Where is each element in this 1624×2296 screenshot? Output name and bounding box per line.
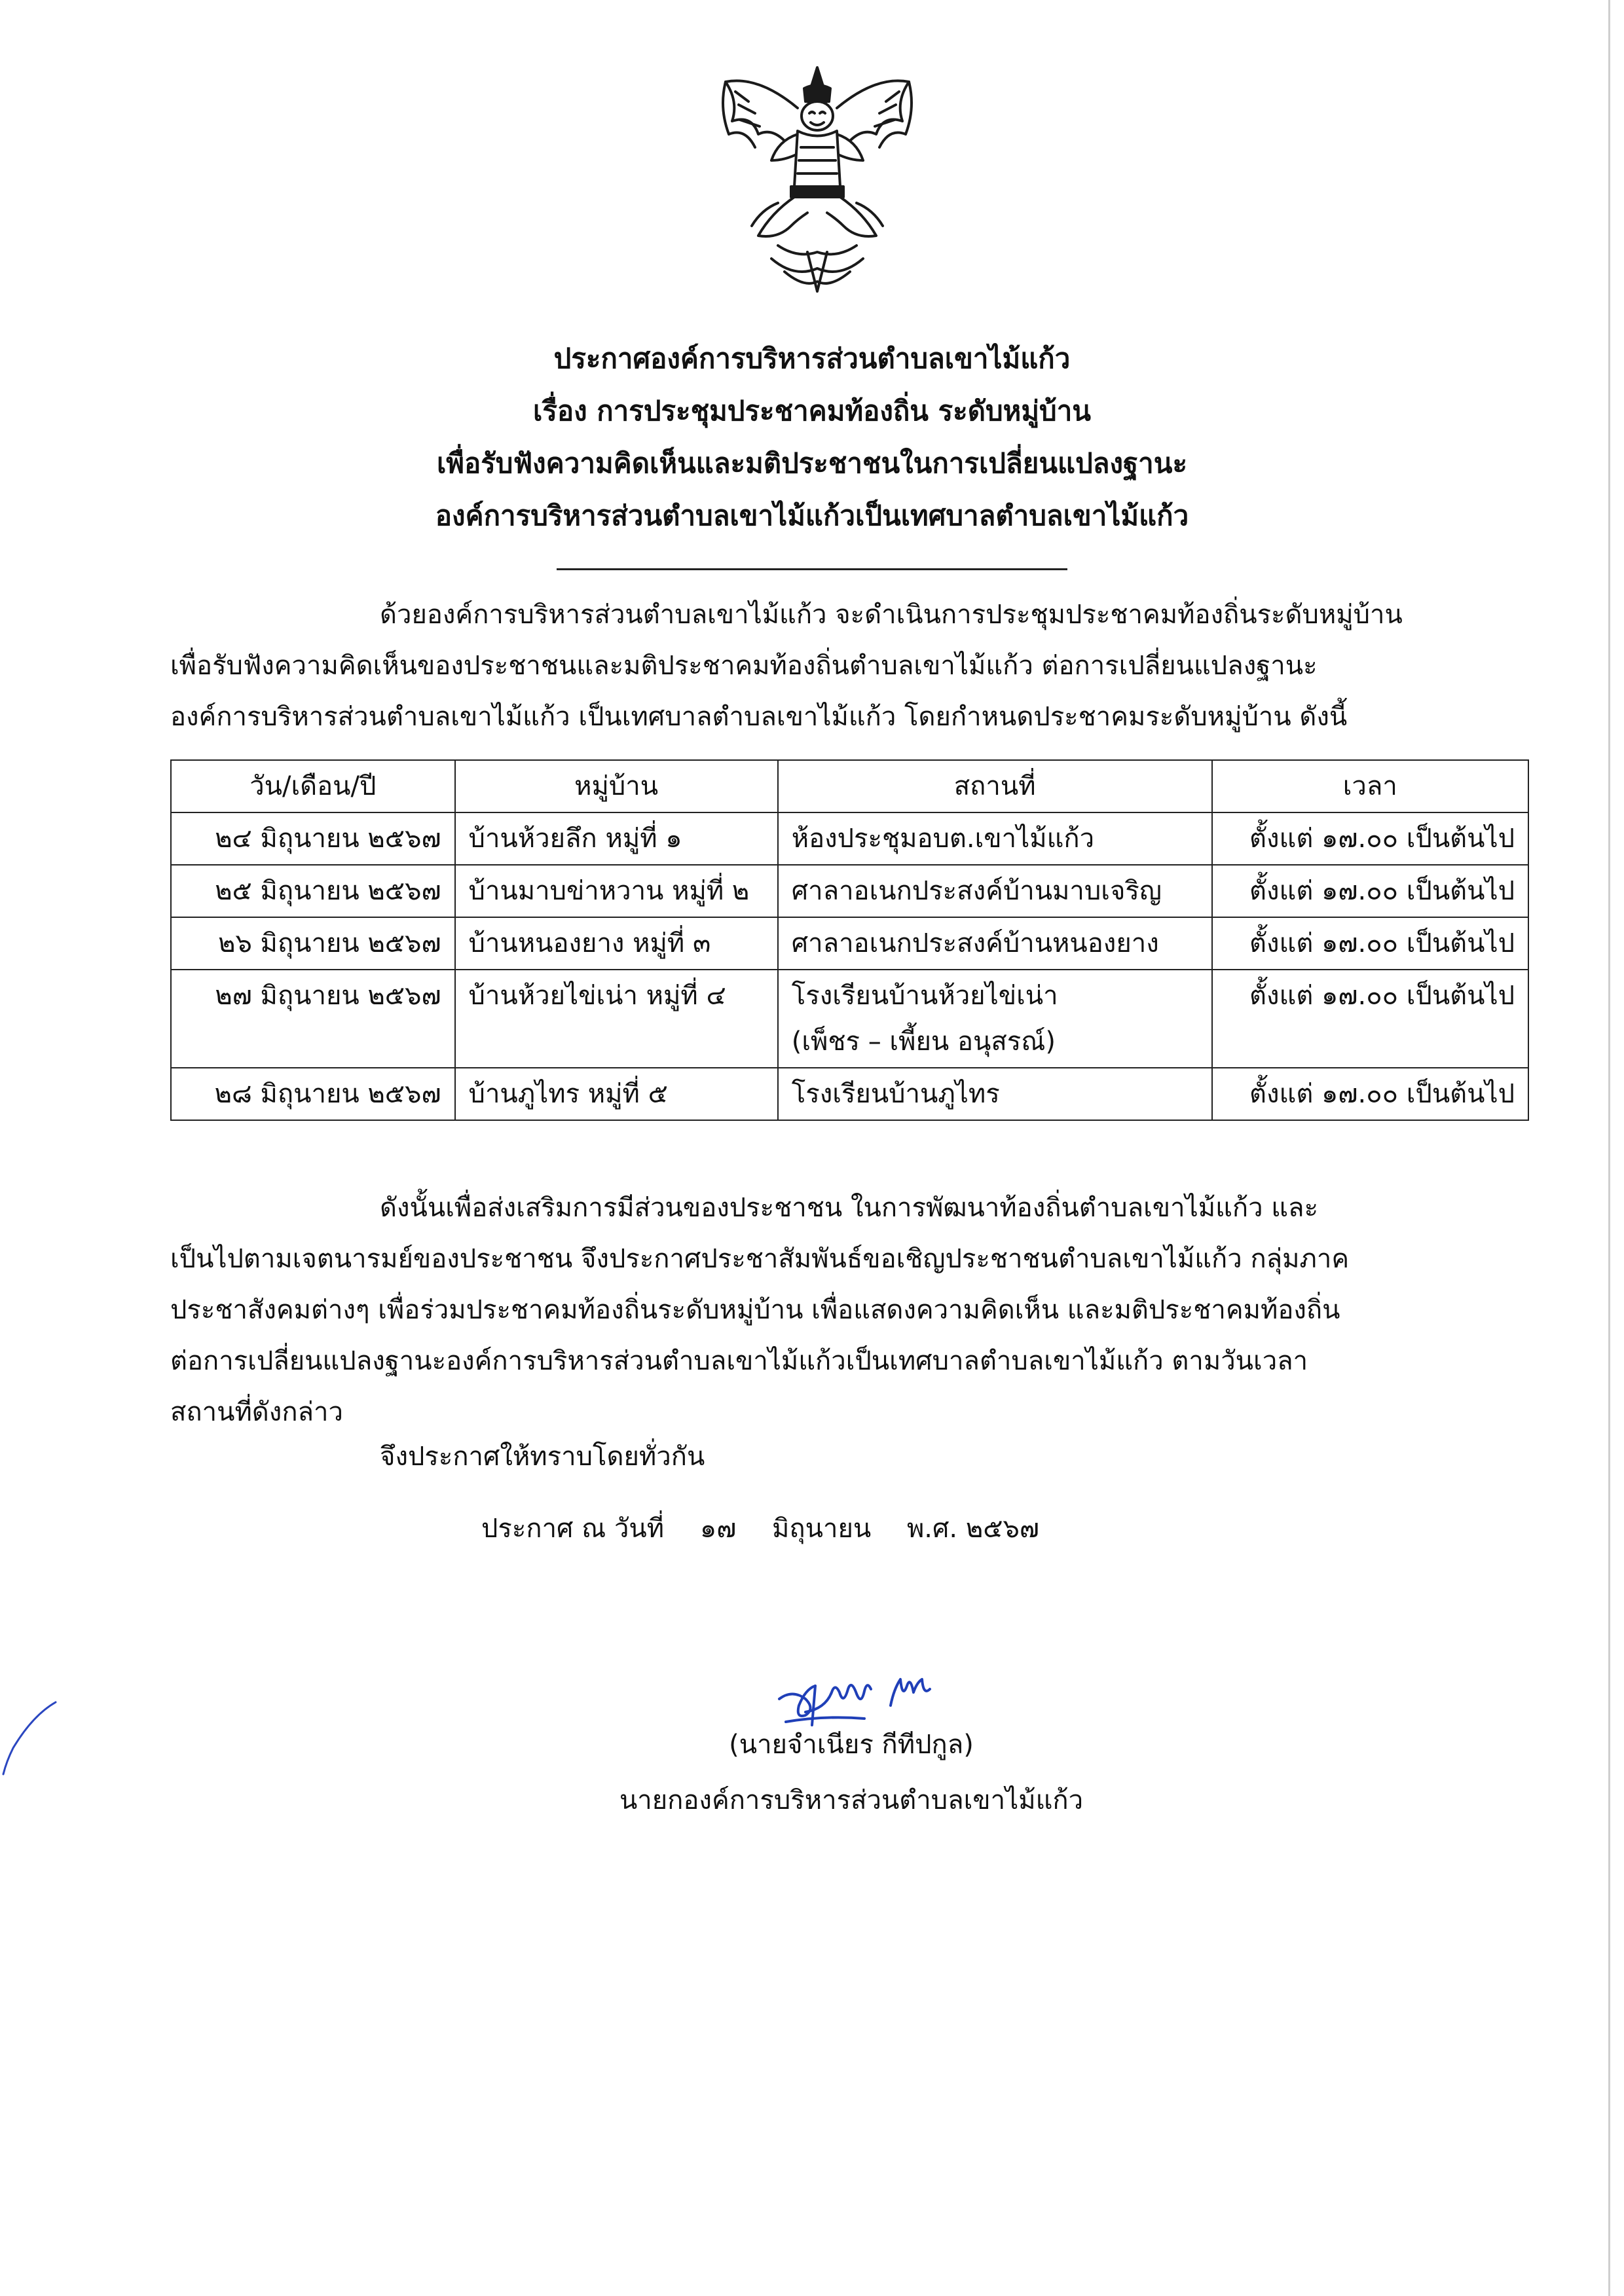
body-line: ต่อการเปลี่ยนแปลงฐานะองค์การบริหารส่วนตำบลเขาไม้แก้วเป็นเทศบาลตำบลเขาไม้แก้ว ตามวันเวลา [170,1346,1308,1376]
cell-village: บ้านห้วยลึก หมู่ที่ ๑ [455,812,778,865]
body-paragraph [170,1182,1428,1438]
garuda-emblem-icon [699,62,935,298]
cell-date: ๒๕ มิถุนายน ๒๕๖๗ [171,865,455,917]
cell-time: ตั้งแต่ ๑๗.๐๐ เป็นต้นไป [1212,865,1528,917]
cell-village: บ้านห้วยไข่เน่า หมู่ที่ ๔ [455,970,778,1068]
closing-statement: จึงประกาศให้ทราบโดยทั่วกัน [380,1442,705,1472]
cell-village: บ้านมาบข่าหวาน หมู่ที่ ๒ [455,865,778,917]
intro-paragraph [170,589,1428,742]
date-day: ๑๗ [699,1514,737,1544]
body-line: สถานที่ดังกล่าว [170,1397,343,1427]
signer-name: (นายจำเนียร กีทีปกูล) [729,1730,974,1760]
cell-venue-line: โรงเรียนบ้านห้วยไข่เน่า [791,981,1058,1011]
signer-title: นายกองค์การบริหารส่วนตำบลเขาไม้แก้ว [619,1785,1084,1815]
intro-line: ด้วยองค์การบริหารส่วนตำบลเขาไม้แก้ว จะดำเนินการประชุมประชาคมท้องถิ่นระดับหมู่บ้าน [380,600,1403,630]
table-row [171,865,1528,917]
cell-venue: โรงเรียนบ้านภูไทร [778,1068,1212,1120]
cell-time: ตั้งแต่ ๑๗.๐๐ เป็นต้นไป [1212,1068,1528,1120]
cell-date: ๒๖ มิถุนายน ๒๕๖๗ [171,917,455,970]
table-row [171,812,1528,865]
cell-date: ๒๗ มิถุนายน ๒๕๖๗ [171,970,455,1068]
table-header-row [171,760,1528,812]
page-edge [1608,0,1610,2296]
announcement-subject: เรื่อง การประชุมประชาคมท้องถิ่น ระดับหมู่บ้าน [532,395,1092,427]
date-prefix: ประกาศ ณ วันที่ [481,1514,665,1544]
announcement-date [481,1506,1067,1552]
cell-time: ตั้งแต่ ๑๗.๐๐ เป็นต้นไป [1212,812,1528,865]
date-year: พ.ศ. ๒๕๖๗ [906,1514,1039,1544]
header-divider [557,568,1067,570]
table-row [171,917,1528,970]
cell-venue-line: (เพ็ชร – เพี้ยน อนุสรณ์) [791,1027,1056,1057]
table-row [171,970,1528,1068]
cell-village: บ้านหนองยาง หมู่ที่ ๓ [455,917,778,970]
announcement-header [196,333,1428,542]
intro-line: เพื่อรับฟังความคิดเห็นของประชาชนและมติประชาคมท้องถิ่นตำบลเขาไม้แก้ว ต่อการเปลี่ยนแปลงฐานะ [170,651,1318,681]
announcement-title: ประกาศองค์การบริหารส่วนตำบลเขาไม้แก้ว [553,342,1071,374]
header-date: วัน/เดือน/ปี [171,760,455,812]
cell-date: ๒๘ มิถุนายน ๒๕๖๗ [171,1068,455,1120]
announcement-purpose-cont: องค์การบริหารส่วนตำบลเขาไม้แก้วเป็นเทศบาลตำบลเขาไม้แก้ว [435,500,1189,532]
body-line: เป็นไปตามเจตนารมย์ของประชาชน จึงประกาศประชาสัมพันธ์ขอเชิญประชาชนตำบลเขาไม้แก้ว กลุ่มภาค [170,1244,1350,1274]
date-month: มิถุนายน [772,1514,872,1544]
cell-date: ๒๔ มิถุนายน ๒๕๖๗ [171,812,455,865]
header-time: เวลา [1212,760,1528,812]
header-village: หมู่บ้าน [455,760,778,812]
intro-line: องค์การบริหารส่วนตำบลเขาไม้แก้ว เป็นเทศบาลตำบลเขาไม้แก้ว โดยกำหนดประชาคมระดับหมู่บ้าน ดังนี้ [170,702,1348,732]
header-venue: สถานที่ [778,760,1212,812]
cell-village: บ้านภูไทร หมู่ที่ ๕ [455,1068,778,1120]
cell-time: ตั้งแต่ ๑๗.๐๐ เป็นต้นไป [1212,917,1528,970]
margin-pen-mark [0,1696,65,1781]
cell-venue [778,970,1212,1068]
cell-venue: ศาลาอเนกประสงค์บ้านมาบเจริญ [778,865,1212,917]
table-row [171,1068,1528,1120]
announcement-purpose: เพื่อรับฟังความคิดเห็นและมติประชาชนในการเปลี่ยนแปลงฐานะ [436,447,1188,479]
cell-venue: ห้องประชุมอบต.เขาไม้แก้ว [778,812,1212,865]
body-line: ดังนั้นเพื่อส่งเสริมการมีส่วนของประชาชน ในการพัฒนาท้องถิ่นตำบลเขาไม้แก้ว และ [380,1193,1319,1223]
cell-time: ตั้งแต่ ๑๗.๐๐ เป็นต้นไป [1212,970,1528,1068]
body-line: ประชาสังคมต่างๆ เพื่อร่วมประชาคมท้องถิ่นระดับหมู่บ้าน เพื่อแสดงความคิดเห็น และมติประชาคมท้องถิ่น [170,1295,1340,1325]
schedule-table [170,759,1529,1121]
cell-venue: ศาลาอเนกประสงค์บ้านหนองยาง [778,917,1212,970]
